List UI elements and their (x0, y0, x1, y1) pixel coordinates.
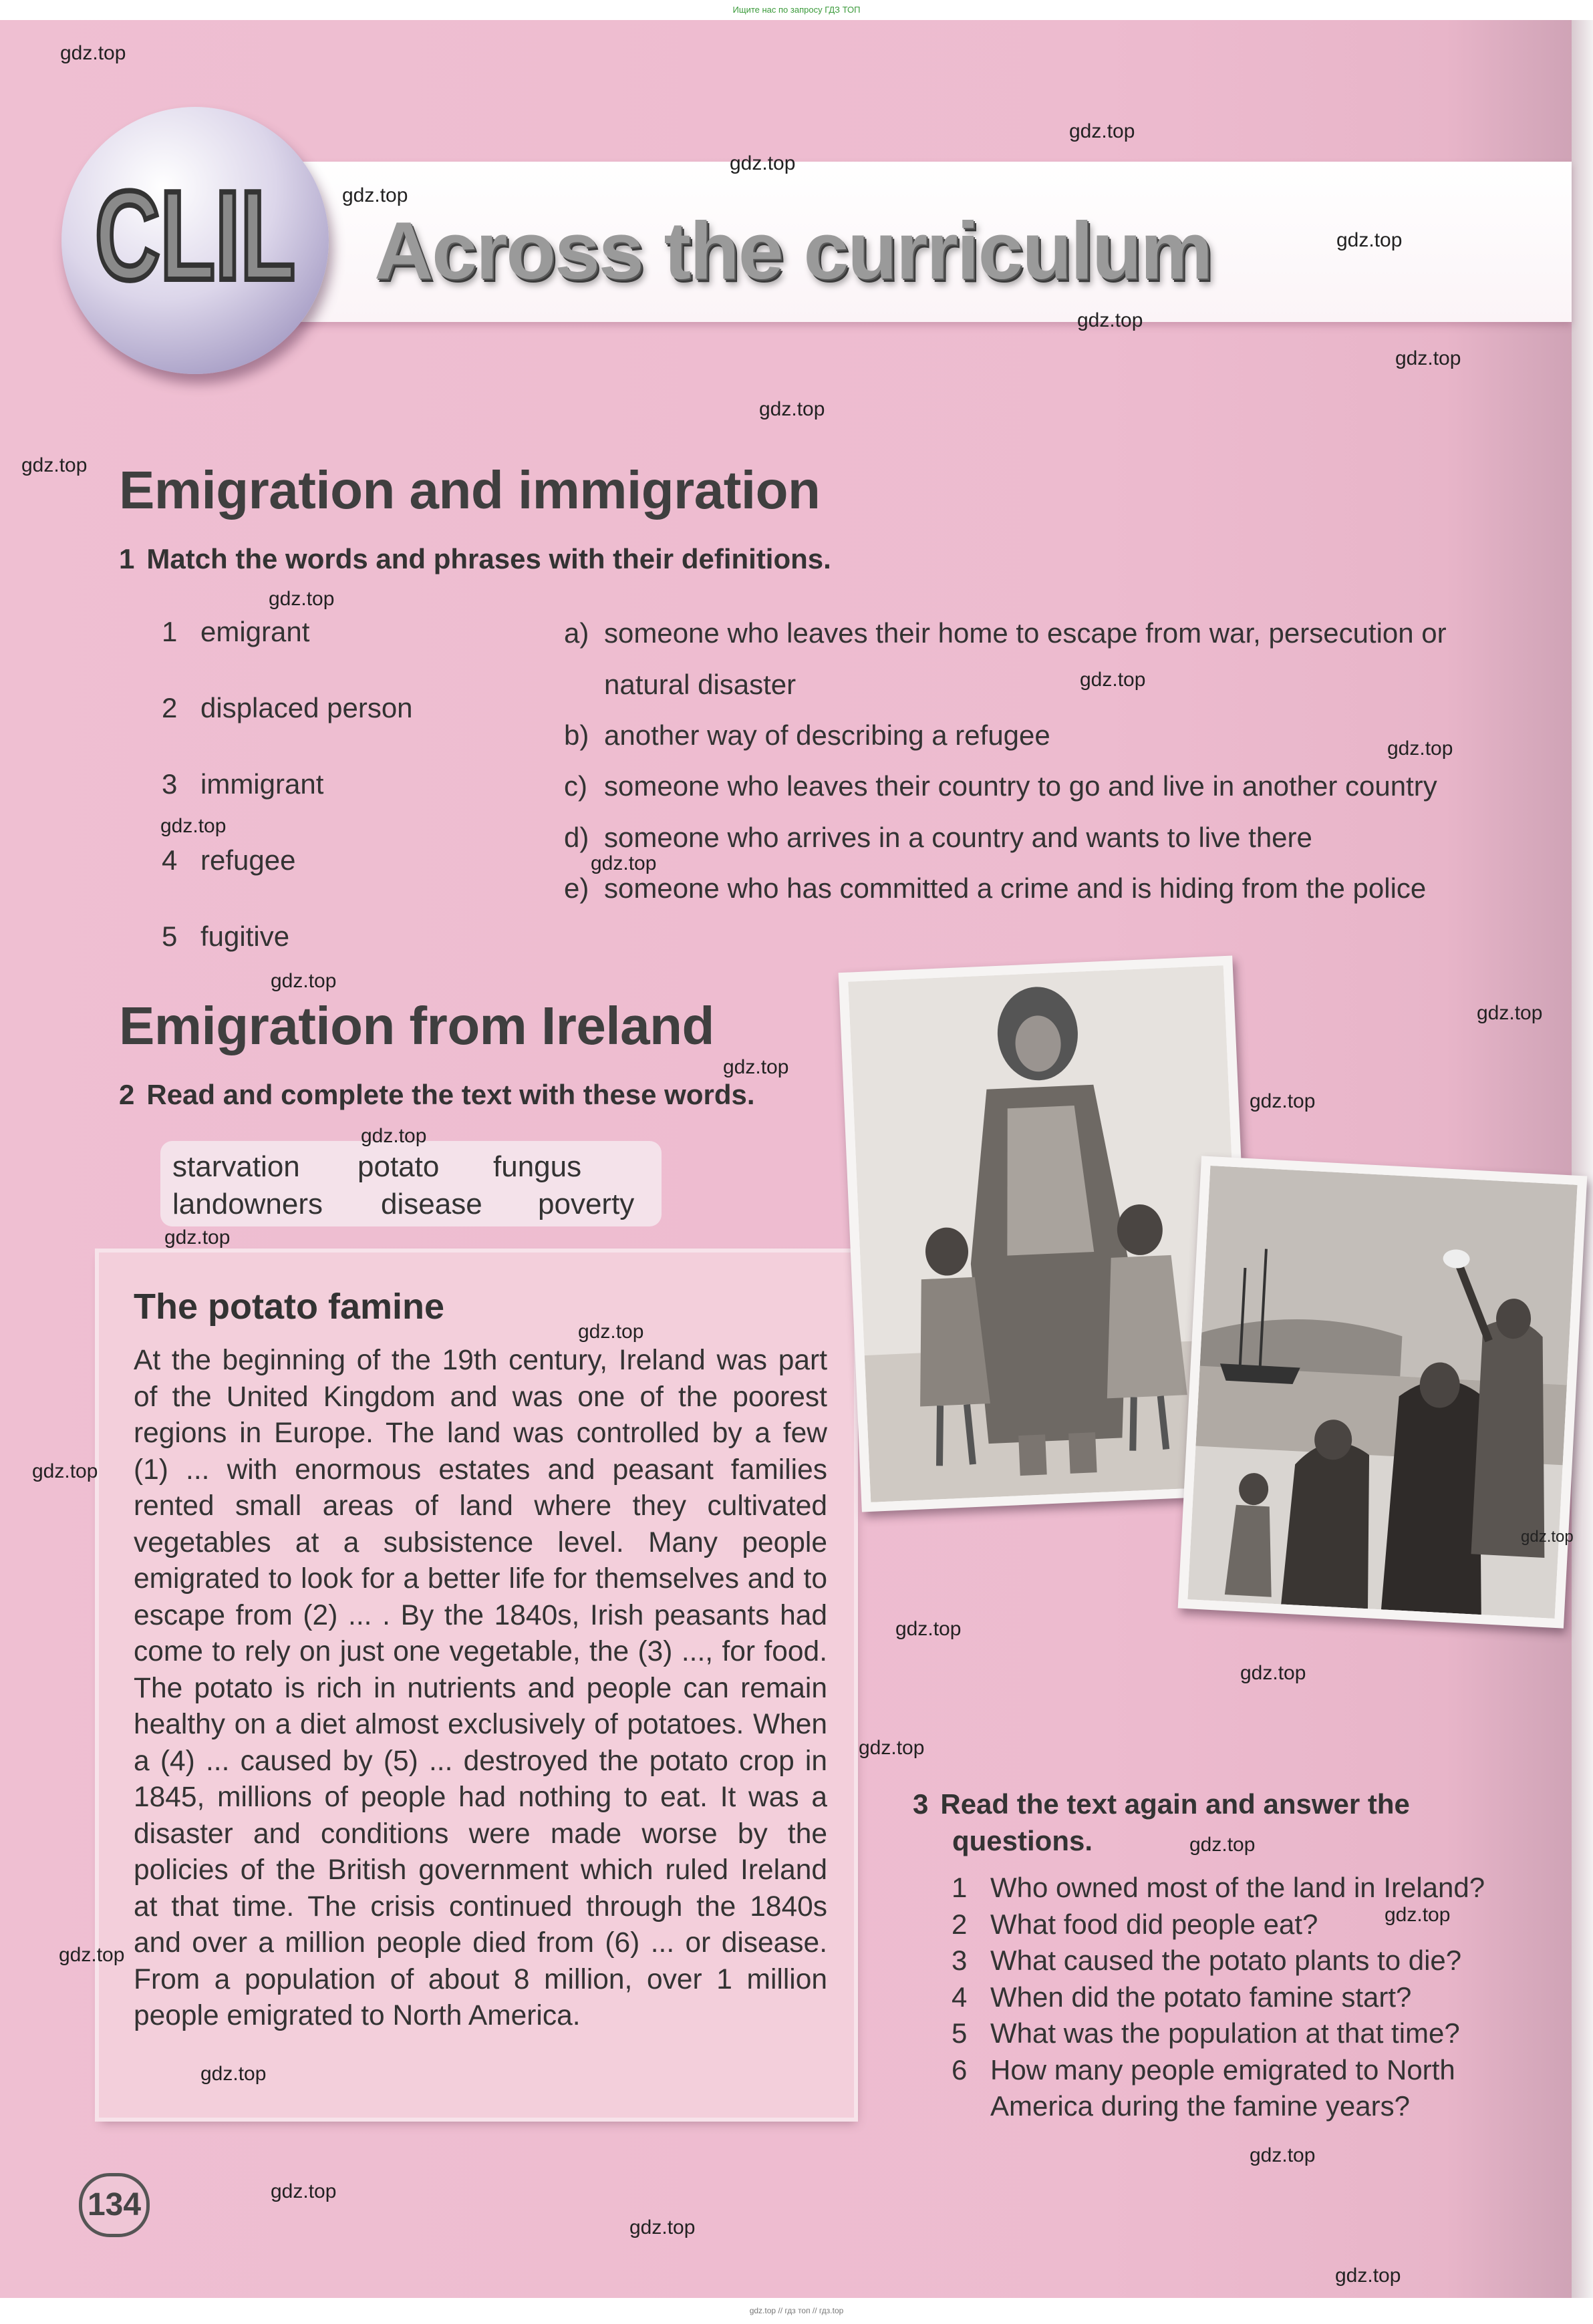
question-item: 2 What food did people eat? (952, 1908, 1318, 1940)
question-item: 5 What was the population at that time? (952, 2017, 1460, 2049)
word-box-item: fungus (493, 1150, 582, 1183)
exercise-2-instruction (119, 1079, 755, 1111)
exercise-3-number: 3 (913, 1788, 929, 1820)
watermark: gdz.top (1395, 347, 1461, 369)
word-item: 5 fugitive (162, 921, 290, 952)
exercise-1-instruction (119, 543, 831, 575)
word-box-item: poverty (538, 1188, 635, 1220)
exercise-1-number: 1 (119, 543, 135, 574)
exercise-3-text-line1: Read the text again and answer the (940, 1788, 1410, 1820)
top-banner: Ищите нас по запросу ГДЗ ТОП (0, 0, 1593, 20)
definition-item: a) someone who leaves their home to escape from war, persecution or (564, 617, 1447, 649)
watermark: gdz.top (160, 815, 227, 837)
illustration-emigrants-farewell (1178, 1156, 1588, 1628)
watermark: gdz.top (759, 398, 825, 420)
section-title-emigration-ireland: Emigration from Ireland (119, 996, 714, 1055)
famine-family-image (848, 965, 1246, 1502)
definition-item: d) someone who arrives in a country and wants to live there (564, 822, 1312, 853)
question-item: 1 Who owned most of the land in Ireland? (952, 1872, 1485, 1903)
watermark: gdz.top (1069, 120, 1135, 142)
exercise-2-text: Read and complete the text with these words. (146, 1079, 755, 1110)
watermark: gdz.top (200, 2063, 267, 2085)
watermark: gdz.top (361, 1125, 427, 1147)
word-box-item: landowners (172, 1188, 323, 1220)
word-item: 4 refugee (162, 844, 296, 876)
exercise-3-instruction (913, 1788, 1410, 1820)
word-item: 2 displaced person (162, 692, 413, 723)
watermark: gdz.top (723, 1056, 789, 1078)
exercise-3-text-line2: questions. (952, 1825, 1093, 1856)
watermark: gdz.top (859, 1737, 925, 1759)
watermark: gdz.top (342, 184, 408, 206)
question-item: 4 When did the potato famine start? (952, 1981, 1412, 2013)
watermark: gdz.top (1385, 1904, 1451, 1926)
watermark: gdz.top (1077, 309, 1143, 331)
article-potato-famine (99, 1253, 854, 2118)
watermark: gdz.top (21, 454, 88, 476)
word-box-item: disease (381, 1188, 482, 1220)
page-edge-shadow (1572, 20, 1593, 2298)
watermark: gdz.top (1521, 1528, 1574, 1546)
watermark: gdz.top (629, 2216, 696, 2238)
word-item: 1 emigrant (162, 616, 310, 647)
emigrants-farewell-image (1187, 1166, 1577, 1619)
word-item: 3 immigrant (162, 768, 324, 800)
watermark: gdz.top (1335, 2265, 1401, 2287)
watermark: gdz.top (895, 1618, 962, 1640)
clil-logo-graphic (61, 107, 329, 374)
watermark: gdz.top (271, 2180, 337, 2202)
watermark: gdz.top (164, 1226, 231, 1249)
bottom-banner: gdz.top // гдз топ // гдз.top (0, 2298, 1593, 2324)
watermark: gdz.top (269, 588, 335, 610)
watermark: gdz.top (59, 1944, 125, 1966)
watermark: gdz.top (1387, 737, 1453, 760)
question-item: 3 What caused the potato plants to die? (952, 1945, 1462, 1976)
word-box-item: potato (357, 1150, 440, 1183)
article-title: The potato famine (134, 1287, 445, 1327)
watermark: gdz.top (578, 1321, 644, 1343)
watermark: gdz.top (271, 970, 337, 992)
watermark: gdz.top (1477, 1002, 1543, 1024)
exercise-2-number: 2 (119, 1079, 135, 1110)
clil-logo-text: CLIL (95, 165, 295, 307)
question-item: 6 How many people emigrated to North (952, 2054, 1455, 2086)
watermark: gdz.top (60, 42, 126, 64)
watermark: gdz.top (32, 1460, 98, 1482)
watermark: gdz.top (1250, 1090, 1316, 1112)
watermark: gdz.top (1336, 229, 1403, 251)
clil-logo (61, 107, 329, 374)
exercise-1-text: Match the words and phrases with their definitions. (146, 543, 831, 574)
definition-item: natural disaster (604, 669, 796, 700)
definition-item: b) another way of describing a refugee (564, 719, 1050, 751)
watermark: gdz.top (1080, 669, 1146, 691)
article-body: At the beginning of the 19th century, Ireland was part of the United Kingdom and was one of the poorest regions in Europe. The land was controlled by a few (1) ... with enormous estates and peasant families rented small areas of land where they cultivated vegetables at a subsistence level. Many people emigrated to look for a better life for themselves and to escape from (2) ... . By the 1840s, Irish peasants had come to rely on just one vegetable, the (3) ..., for food. The potato is rich in nutrients and people can remain healthy on a diet almost exclusively of potatoes. When a (4) ... caused by (5) ... destroyed the potato crop in 1845, millions of people had nothing to eat. It was a disaster and conditions were made worse by the policies of the British government which ruled Ireland at that time. The crisis continued through the 1840s and over a million people died from (6) ... or disease. From a population of about 8 million, over 1 million people emigrated to North America. (134, 1345, 827, 2031)
question-item: America during the famine years? (990, 2090, 1410, 2122)
watermark: gdz.top (1189, 1834, 1256, 1856)
watermark: gdz.top (1240, 1662, 1306, 1684)
watermark: gdz.top (1250, 2144, 1316, 2166)
definition-item: c) someone who leaves their country to go and live in another country (564, 770, 1437, 802)
word-box-item: starvation (172, 1150, 300, 1183)
watermark: gdz.top (730, 152, 796, 174)
section-title-emigration-immigration: Emigration and immigration (119, 460, 821, 520)
definition-item: e) someone who has committed a crime and is hiding from the police (564, 872, 1427, 904)
page-title: Across the curriculum (374, 205, 1211, 296)
watermark: gdz.top (591, 852, 657, 874)
page-number: 134 (79, 2173, 150, 2237)
